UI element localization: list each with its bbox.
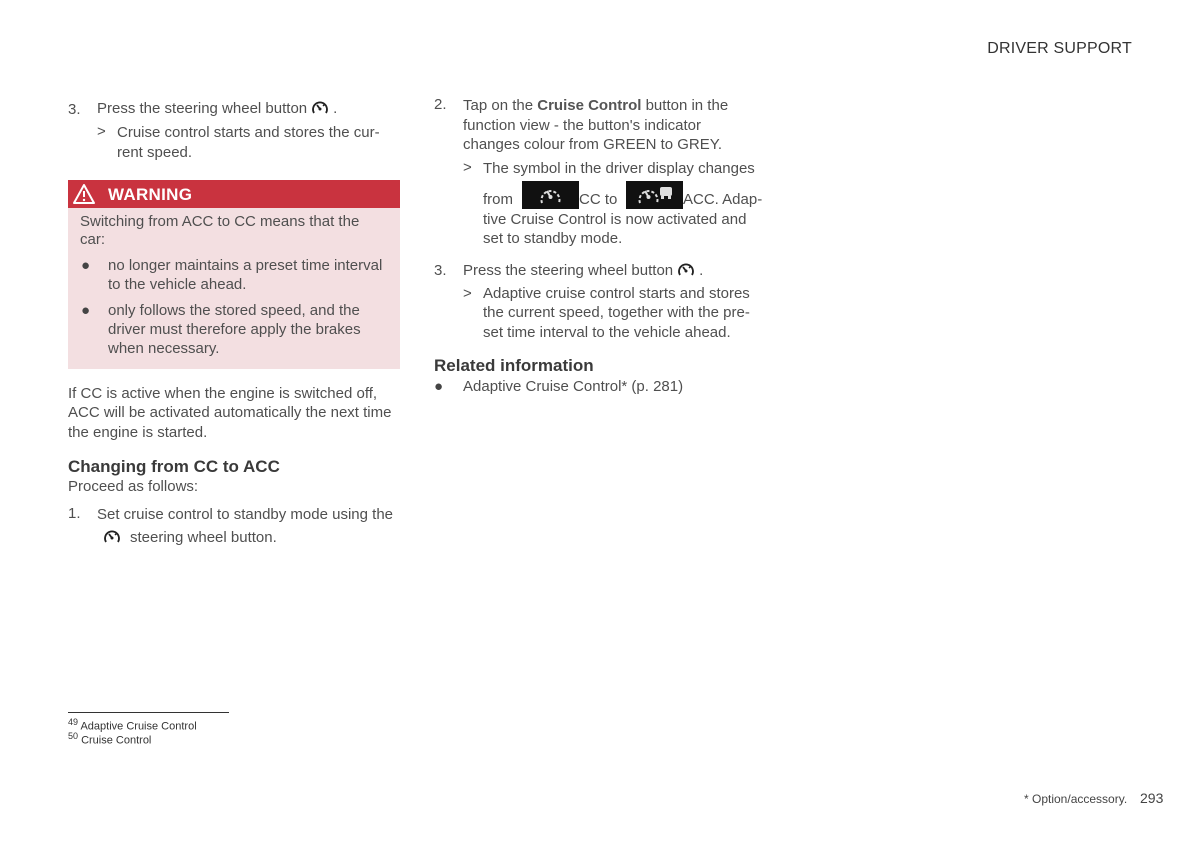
warning-title: WARNING [108, 185, 193, 204]
step-2-line-2: function view - the button's indicator [463, 117, 701, 134]
paragraph-line-2: ACC will be activated automatically the next time [68, 404, 392, 421]
step-1-line-2: steering wheel button. [130, 529, 277, 546]
step-2-line-1 [463, 96, 728, 116]
step-2-line-3: changes colour from GREEN to GREY. [463, 136, 722, 153]
section-header: DRIVER SUPPORT [987, 40, 1132, 57]
step-number: 1. [68, 505, 81, 522]
warning-intro-2: car: [80, 231, 106, 248]
step-3-text [463, 261, 703, 284]
step-2-from: from [483, 191, 513, 208]
step-number: 3. [68, 101, 81, 118]
speedometer-icon [103, 529, 121, 550]
warning-triangle-icon [72, 183, 96, 210]
step-number: 2. [434, 96, 447, 113]
warning-intro-1: Switching from ACC to CC means that the [80, 213, 360, 230]
step-1-line-1: Set cruise control to standby mode using the [97, 506, 394, 523]
step-2-result-3: tive Cruise Control is now activated and [483, 211, 747, 228]
speedometer-icon [311, 100, 329, 122]
acc-car-icon [626, 181, 683, 209]
bullet: ● [81, 257, 91, 274]
result-arrow: > [463, 159, 472, 176]
warning-bullet-1-line-2: to the vehicle ahead. [108, 276, 247, 293]
step-3-end: . [699, 262, 704, 279]
step-3-result-3: set time interval to the vehicle ahead. [483, 324, 731, 341]
footnote-text: Cruise Control [81, 734, 152, 747]
warning-box [68, 180, 400, 369]
paragraph-line-1: If CC is active when the engine is switched off, [68, 385, 378, 402]
footnote-text: Adaptive Cruise Control [80, 720, 197, 733]
step-label: Press the steering wheel button [97, 100, 308, 117]
bullet: ● [434, 378, 444, 395]
step-end: . [333, 100, 338, 117]
result-arrow: > [97, 123, 106, 140]
step-2-post: button in the [641, 97, 729, 114]
warning-header [68, 180, 400, 208]
page-number: 293 [1140, 790, 1164, 806]
related-heading: Related information [434, 356, 594, 375]
option-note: * Option/accessory. [1024, 792, 1128, 806]
step-2-result-4: set to standby mode. [483, 230, 623, 247]
step-2-cc-to: CC to [579, 191, 618, 208]
footnote-2 [68, 731, 151, 747]
step-3-result-2: the current speed, together with the pre- [483, 304, 750, 321]
result-line-1: Cruise control starts and stores the cur- [117, 124, 380, 141]
speedometer-icon [677, 262, 695, 284]
warning-bullet-2-line-2: driver must therefore apply the brakes [108, 321, 361, 338]
cc-display-icon [522, 181, 579, 209]
proceed-text: Proceed as follows: [68, 478, 199, 495]
step-text [97, 99, 337, 122]
step-3-label: Press the steering wheel button [463, 262, 674, 279]
step-2-pre: Tap on the [463, 97, 538, 114]
related-link[interactable]: Adaptive Cruise Control* (p. 281) [463, 378, 684, 395]
step-3-result-1: Adaptive cruise control starts and stores [483, 285, 750, 302]
cruise-control-label: Cruise Control [537, 97, 642, 114]
step-number: 3. [434, 262, 447, 279]
bullet: ● [81, 302, 91, 319]
paragraph-line-3: the engine is started. [68, 424, 208, 441]
footnote-number: 50 [68, 731, 79, 741]
footnote-number: 49 [68, 717, 79, 727]
result-line-2: rent speed. [117, 144, 193, 161]
result-arrow: > [463, 285, 472, 302]
step-2-result-1: The symbol in the driver display changes [483, 160, 755, 177]
warning-bullet-2-line-3: when necessary. [108, 340, 220, 357]
section-heading: Changing from CC to ACC [68, 457, 280, 476]
footnote-divider [68, 712, 229, 713]
step-2-acc: ACC. Adap- [683, 191, 763, 208]
warning-bullet-2-line-1: only follows the stored speed, and the [108, 302, 360, 319]
warning-bullet-1-line-1: no longer maintains a preset time interval [108, 257, 383, 274]
